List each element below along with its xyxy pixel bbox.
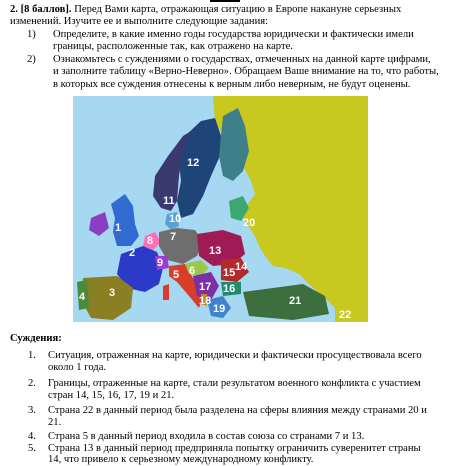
task-line: Определите, в какие именно годы государства юридически и фактически имели (53, 29, 414, 40)
map-label: 17 (199, 281, 212, 293)
claim-line: около 1 года. (48, 362, 107, 374)
map-label: 8 (147, 235, 154, 247)
map-label: 6 (189, 265, 196, 277)
map-label: 11 (163, 195, 175, 207)
map-label: 15 (223, 267, 236, 279)
claim-number: 3. (28, 405, 36, 416)
claim-line: Страна 5 в данный период входила в состав союза со странами 7 и 13. (48, 431, 365, 442)
intro-line-2: изменений. Изучите ее и выполните следующие задания: (10, 16, 269, 28)
task-1 (27, 29, 463, 55)
task-line: и заполните таблицу «Верно-Неверно». Обращаем Ваше внимание на то, что работы, (53, 66, 439, 78)
task-number: 1) (27, 29, 36, 40)
claim-line: стран 14, 15, 16, 17, 19 и 21. (48, 390, 175, 402)
island-shape (163, 284, 169, 300)
map-label: 1 (115, 222, 122, 234)
claim-line: Границы, отраженные на карте, стали результатом военного конфликта с участием (48, 378, 421, 389)
map-label: 22 (339, 309, 352, 321)
claim-line: Страна 22 в данный период была разделена на сферы влияния между странами 20 и (48, 405, 427, 416)
claim-number: 2. (28, 378, 36, 389)
map-label: 16 (223, 283, 236, 295)
claim-number: 1. (28, 350, 36, 361)
claim-line: 14, что привело к серьезному международному конфликту. (48, 454, 314, 465)
task-line: в которых все суждения отнесены к верным либо неверным, не будут оценены. (53, 78, 411, 90)
map-label: 3 (109, 287, 116, 299)
task-2 (27, 54, 463, 94)
claim-1 (28, 350, 464, 376)
map-label: 7 (170, 231, 177, 243)
map-label: 4 (79, 291, 86, 303)
claims-heading: Суждения: (10, 333, 62, 344)
task-line: границы, расположенные так, как отражено на карте. (53, 41, 293, 53)
map-label: 10 (169, 213, 182, 225)
map-label: 21 (289, 295, 302, 307)
map-label: 14 (235, 261, 248, 273)
task-line: Ознакомьтесь с суждениями о государствах, отмеченных на данной карте цифрами, (53, 54, 431, 65)
claim-number: 4. (28, 431, 36, 442)
europe-map (73, 96, 368, 322)
map-label: 20 (243, 217, 256, 229)
problem-number: 2. [8 баллов]. (10, 4, 72, 15)
claim-line: 21. (48, 417, 62, 429)
intro-line-1: Перед Вами карта, отражающая ситуацию в Европе накануне серьезных (71, 4, 402, 15)
claim-line: Страна 13 в данный период предприняла попытку ограничить суверенитет страны (48, 443, 421, 454)
top-rule (0, 0, 469, 3)
map-label: 2 (129, 247, 136, 259)
map-label: 5 (173, 269, 180, 281)
task-number: 2) (27, 54, 36, 65)
map-label: 13 (209, 245, 222, 257)
claim-line: Ситуация, отраженная на карте, юридически и фактически просуществовала всего (48, 350, 422, 361)
map-label: 12 (187, 157, 200, 169)
map-label: 18 (199, 295, 212, 307)
map-label: 19 (213, 303, 226, 315)
map-label: 9 (157, 257, 164, 269)
claim-2 (28, 378, 464, 404)
claim-5 (28, 443, 464, 465)
claim-3 (28, 405, 464, 431)
europe-map-svg (73, 96, 368, 322)
problem-intro (10, 4, 462, 29)
claim-number: 5. (28, 443, 36, 454)
